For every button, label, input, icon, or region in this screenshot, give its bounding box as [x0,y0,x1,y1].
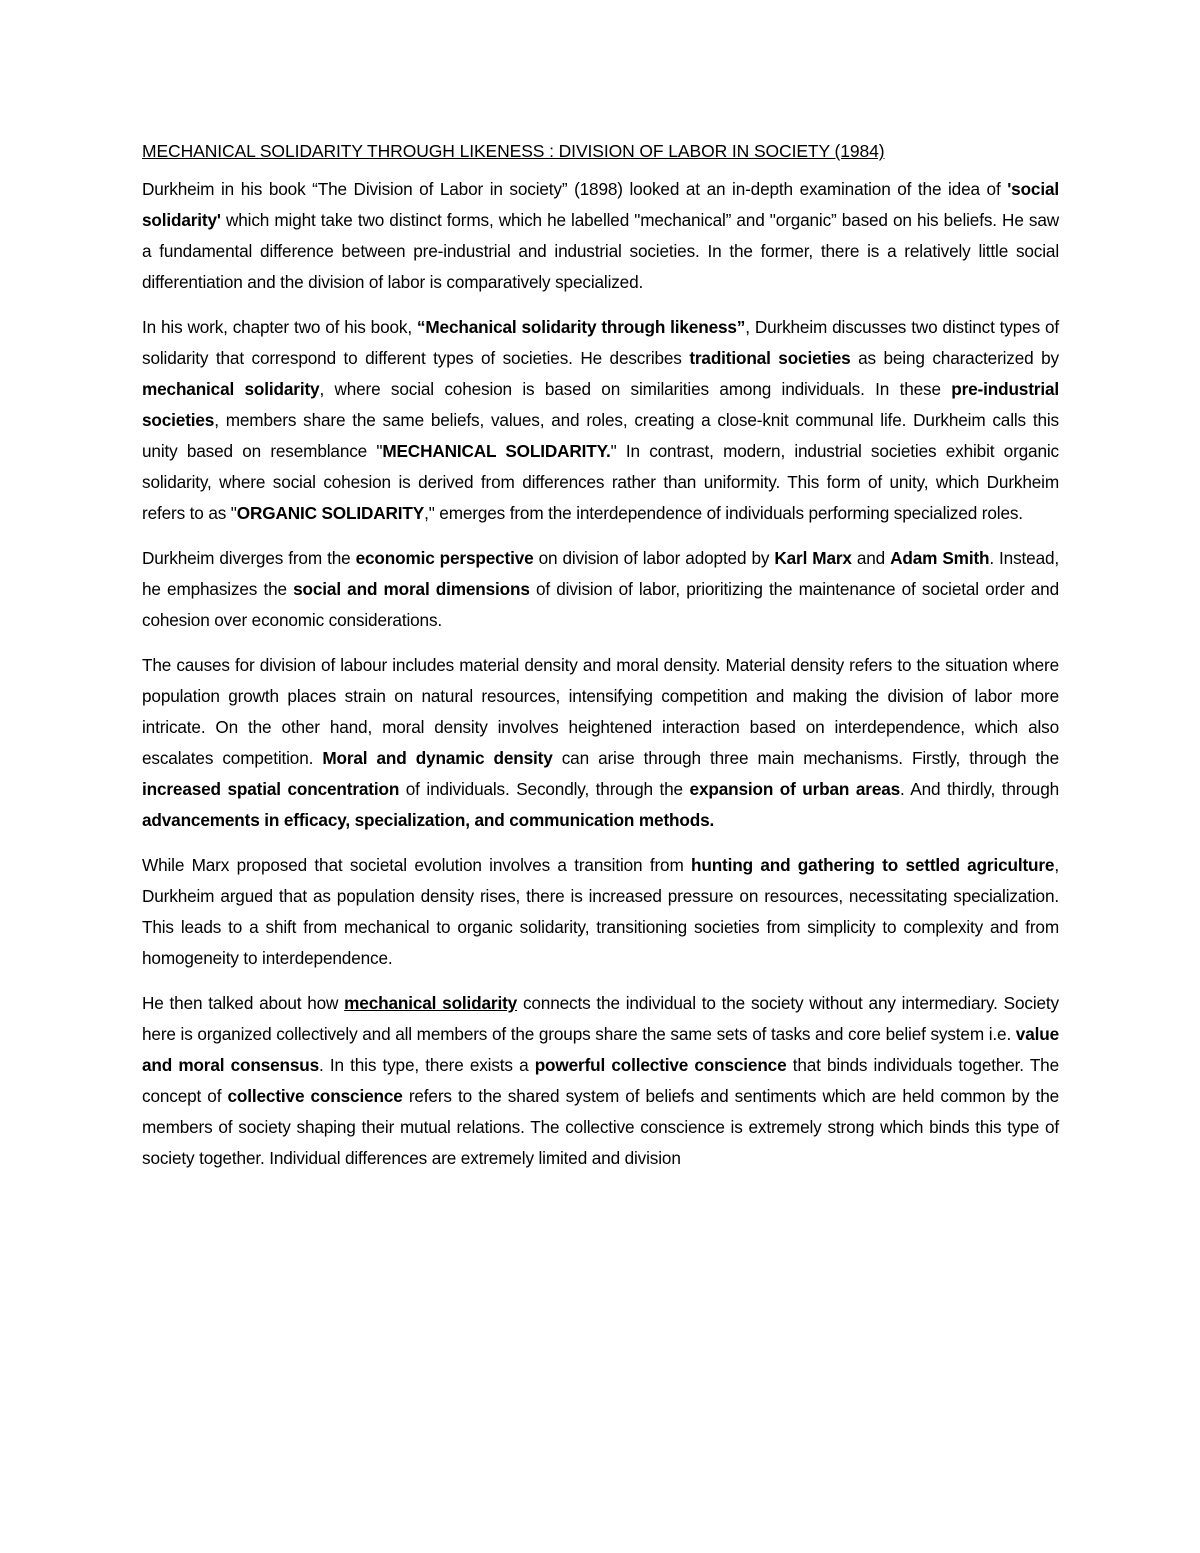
emphasized-text: “Mechanical solidarity through likeness” [416,317,746,337]
text-run: . And thirdly, through [900,779,1060,799]
paragraph [142,850,1059,974]
text-run: In his work, chapter two of his book, [142,317,417,337]
emphasized-text: pre-industrial societies [142,379,1059,430]
emphasized-text: economic perspective [355,548,534,568]
emphasized-text: Karl Marx [774,548,852,568]
text-run: . In this type, there exists a [319,1055,535,1075]
emphasized-text: increased spatial concentration [142,779,400,799]
text-run: He then talked about how [142,993,345,1013]
emphasized-text: 'social solidarity' [142,179,1059,230]
emphasized-text: expansion of urban areas [689,779,901,799]
emphasized-text: social and moral dimensions [293,579,530,599]
document-page [142,140,1059,1188]
emphasized-text: mechanical solidarity [344,993,518,1013]
emphasized-text: Adam Smith [890,548,990,568]
emphasized-text: MECHANICAL SOLIDARITY. [382,441,611,461]
paragraph [142,988,1059,1174]
text-run: " In contrast, modern, industrial societies exhibit organic solidarity, where social cohesion is derived from differences rather than uniformity. This form of unity, which Durkheim refers to as " [142,441,1059,523]
text-run: , Durkheim discusses two distinct types of solidarity that correspond to different types of societies. He describes [142,317,1059,368]
text-run: , members share the same beliefs, values, and roles, creating a close-knit communal life. Durkheim calls this unity based on resemblance " [142,410,1059,461]
paragraph [142,312,1059,529]
paragraph [142,543,1059,636]
emphasized-text: ORGANIC SOLIDARITY [236,503,425,523]
text-run: While Marx proposed that societal evolution involves a transition from [142,855,691,875]
text-run: . Instead, he emphasizes the [142,548,1060,599]
text-run: which might take two distinct forms, which he labelled "mechanical” and "organic” based on his beliefs. He saw a fundamental difference between pre-industrial and industrial societies. In the former, there is a relatively little social differentiation and the division of labor is comparatively specialized. [142,210,1059,292]
document-title: MECHANICAL SOLIDARITY THROUGH LIKENESS : DIVISION OF LABOR IN SOCIETY (1984) [142,141,885,161]
emphasized-text: traditional societies [689,348,851,368]
text-run: as being characterized by [850,348,1059,368]
text-run: refers to the shared system of beliefs and sentiments which are held common by the members of society shaping their mutual relations. The collective conscience is extremely strong which binds this type of society together. Individual differences are extremely limited and division [142,1086,1060,1168]
emphasized-text: value and moral consensus [142,1024,1059,1075]
text-run: on division of labor adopted by [533,548,775,568]
emphasized-text: collective conscience [227,1086,403,1106]
text-run: can arise through three main mechanisms. Firstly, through the [552,748,1059,768]
text-run: The causes for division of labour includes material density and moral density. Material density refers to the situation where population growth places strain on natural resources, intensifying competition and making the division of labor more intricate. On the other hand, moral density involves heightened interaction based on interdependence, which also escalates competition. [142,655,1059,768]
text-run: of individuals. Secondly, through the [399,779,690,799]
text-run: and [851,548,891,568]
emphasized-text: powerful collective conscience [534,1055,787,1075]
emphasized-text: hunting and gathering to settled agriculture [691,855,1055,875]
paragraph [142,174,1059,298]
text-run: that binds individuals together. The concept of [142,1055,1059,1106]
text-run: connects the individual to the society without any intermediary. Society here is organized collectively and all members of the groups share the same sets of tasks and core belief system i.e. [142,993,1059,1044]
paragraph [142,650,1059,836]
document-body [142,174,1059,1174]
text-run: of division of labor, prioritizing the maintenance of societal order and cohesion over economic considerations. [142,579,1059,630]
text-run: , Durkheim argued that as population density rises, there is increased pressure on resources, necessitating specialization. This leads to a shift from mechanical to organic solidarity, transitioning societies from simplicity to complexity and from homogeneity to interdependence. [142,855,1059,968]
text-run: Durkheim diverges from the [142,548,356,568]
emphasized-text: Moral and dynamic density [322,748,553,768]
text-run: Durkheim in his book “The Division of Labor in society” (1898) looked at an in-depth examination of the idea of [142,179,1008,199]
text-run: , where social cohesion is based on similarities among individuals. In these [319,379,952,399]
emphasized-text: mechanical solidarity [142,379,320,399]
text-run: ," emerges from the interdependence of individuals performing specialized roles. [424,503,1023,523]
emphasized-text: advancements in efficacy, specialization, and communication methods. [142,810,715,830]
